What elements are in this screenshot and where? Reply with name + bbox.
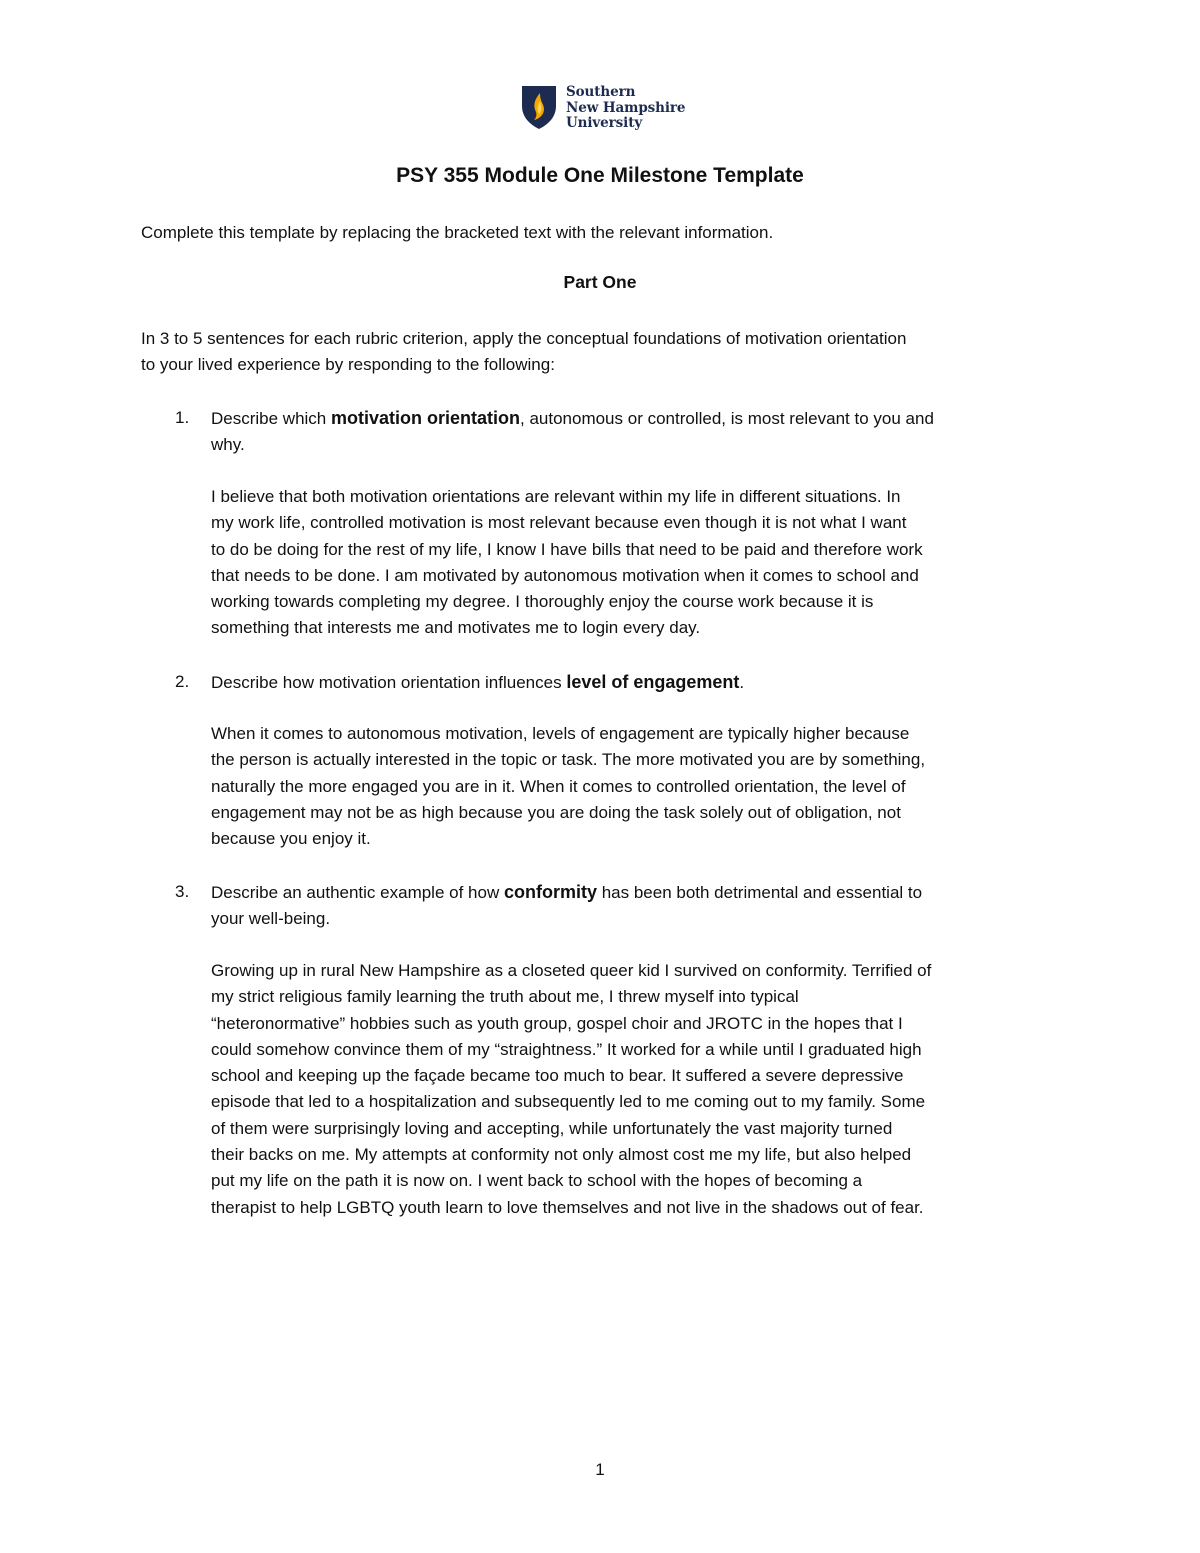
page-number: 1 bbox=[595, 1460, 605, 1479]
answer-3-line: school and keeping up the façade became too much to bear. It suffered a severe depressive bbox=[211, 1066, 904, 1086]
answer-2-line: because you enjoy it. bbox=[211, 829, 371, 849]
logo-line-2: New Hampshire bbox=[566, 99, 686, 116]
answer-3-line: their backs on me. My attempts at conformity not only almost cost me my life, but also helped bbox=[211, 1145, 912, 1165]
answer-3-line: episode that led to a hospitalization and subsequently led to me coming out to my family. Some bbox=[211, 1092, 926, 1112]
answer-1-line: that needs to be done. I am motivated by autonomous motivation when it comes to school and bbox=[211, 565, 919, 585]
answer-3 bbox=[211, 958, 931, 1221]
question-1-term: motivation orientation bbox=[331, 408, 520, 428]
prompt-text bbox=[141, 326, 906, 379]
question-3-pre: Describe an authentic example of how bbox=[211, 883, 504, 902]
university-logo bbox=[520, 84, 685, 132]
item-number-2: 2. bbox=[175, 672, 190, 691]
item-number-1: 1. bbox=[175, 408, 190, 427]
answer-3-line: put my life on the path it is now on. I went back to school with the hopes of becoming a bbox=[211, 1171, 863, 1191]
shield-flame-icon bbox=[520, 84, 558, 130]
answer-1 bbox=[211, 484, 923, 642]
question-3 bbox=[211, 879, 922, 933]
question-2 bbox=[211, 669, 744, 696]
answer-2 bbox=[211, 721, 925, 852]
question-2-pre: Describe how motivation orientation influences bbox=[211, 673, 567, 692]
question-1-post: , autonomous or controlled, is most relevant to you and bbox=[520, 409, 934, 428]
prompt-line-1: In 3 to 5 sentences for each rubric criterion, apply the conceptual foundations of motivation orientation bbox=[141, 329, 907, 348]
question-3-line-1 bbox=[211, 879, 922, 906]
question-1-line-1 bbox=[211, 405, 934, 432]
answer-3-line: of them were surprisingly loving and accepting, while unfortunately the vast majority turned bbox=[211, 1118, 893, 1138]
answer-1-line: my work life, controlled motivation is most relevant because even though it is not what I want bbox=[211, 513, 907, 533]
answer-1-line: working towards completing my degree. I thoroughly enjoy the course work because it is bbox=[211, 592, 874, 612]
question-3-line-2: your well-being. bbox=[211, 909, 331, 929]
question-2-term: level of engagement bbox=[566, 672, 740, 692]
answer-1-line: to do be doing for the rest of my life, I know I have bills that need to be paid and therefore work bbox=[211, 539, 923, 559]
item-number-3: 3. bbox=[175, 882, 190, 901]
answer-2-line: engagement may not be as high because you are doing the task solely out of obligation, not bbox=[211, 802, 901, 822]
logo-line-1: Southern bbox=[566, 84, 636, 100]
prompt-line-2: to your lived experience by responding to the following: bbox=[141, 355, 555, 375]
answer-2-line: the person is actually interested in the topic or task. The more motivated you are by something, bbox=[211, 750, 926, 770]
answer-1-line: I believe that both motivation orientations are relevant within my life in different situations. In bbox=[211, 487, 901, 506]
question-2-post: . bbox=[739, 673, 745, 692]
answer-3-line: “heteronormative” hobbies such as youth group, gospel choir and JROTC in the hopes that I bbox=[211, 1013, 903, 1033]
answer-3-line: my strict religious family learning the truth about me, I threw myself into typical bbox=[211, 987, 799, 1007]
question-3-term: conformity bbox=[503, 882, 597, 902]
question-1-line-2: why. bbox=[211, 435, 245, 455]
document-title: PSY 355 Module One Milestone Template bbox=[396, 164, 804, 187]
question-3-post: has been both detrimental and essential to bbox=[596, 883, 923, 902]
answer-3-line: Growing up in rural New Hampshire as a closeted queer kid I survived on conformity. Terrified of bbox=[211, 961, 932, 980]
part-heading: Part One bbox=[563, 272, 637, 292]
question-1-pre: Describe which bbox=[211, 409, 331, 428]
answer-3-line: therapist to help LGBTQ youth learn to love themselves and not live in the shadows out of fear. bbox=[211, 1197, 924, 1217]
answer-1-line: something that interests me and motivates me to login every day. bbox=[211, 618, 701, 638]
intro-text: Complete this template by replacing the bracketed text with the relevant information. bbox=[141, 223, 774, 242]
logo-wordmark bbox=[566, 85, 685, 132]
question-1 bbox=[211, 405, 934, 459]
answer-2-line: naturally the more engaged you are in it. When it comes to controlled orientation, the level of bbox=[211, 776, 906, 796]
answer-2-line: When it comes to autonomous motivation, levels of engagement are typically higher because bbox=[211, 724, 910, 743]
logo-line-3: University bbox=[566, 115, 643, 131]
answer-3-line: could somehow convince them of my “straightness.” It worked for a while until I graduated high bbox=[211, 1039, 922, 1059]
question-2-line-1 bbox=[211, 669, 744, 696]
